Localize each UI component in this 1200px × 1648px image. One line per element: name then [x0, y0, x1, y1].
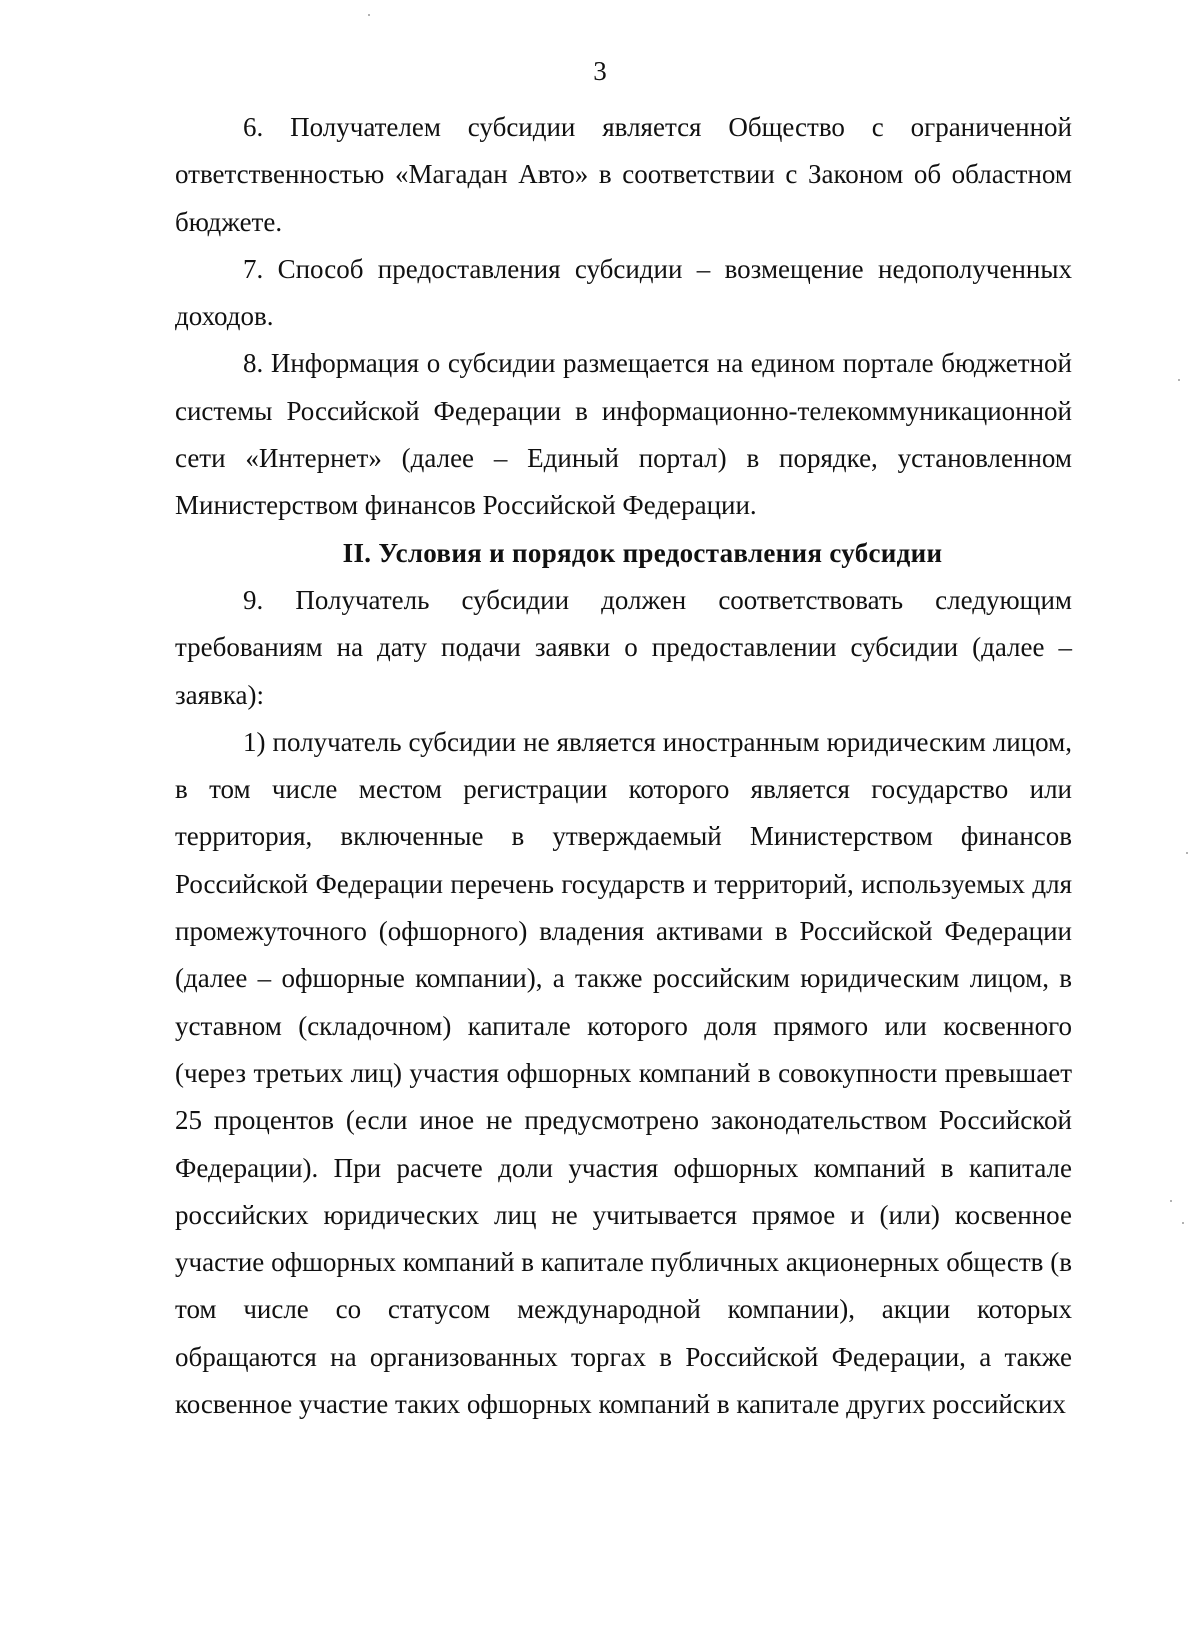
scan-speck	[1170, 1200, 1172, 1202]
scan-speck	[1182, 1222, 1184, 1224]
scan-speck	[1186, 852, 1188, 854]
page-number: 3	[593, 56, 607, 86]
paragraph-item-7: 7. Способ предоставления субсидии – возмещение недополученных доходов.	[175, 253, 1072, 332]
paragraph-item-8: 8. Информация о субсидии размещается на едином портале бюджетной системы Российской Федерации в информационно-телекоммуникационной сети «Интернет» (далее – Единый портал) в порядке, установленном Министерством финансов Российской Федерации.	[175, 348, 1072, 521]
scan-speck	[368, 14, 370, 16]
paragraph-item-6: 6. Получателем субсидии является Общество с ограниченной ответственностью «Магадан Авто» в соответствии с Законом об областном бюджете.	[175, 112, 1072, 237]
document-body	[175, 104, 1072, 1428]
section-heading: II. Условия и порядок предоставления субсидии	[342, 537, 943, 568]
scan-speck	[1178, 379, 1180, 381]
paragraph-subitem-1: 1) получатель субсидии не является иностранным юридическим лицом, в том числе местом регистрации которого является государство или территория, включенные в утверждаемый Министерством финансов Российской Федерации перечень государств и территорий, используемых для промежуточного (офшорного) владения активами в Российской Федерации (далее – офшорные компании), а также российским юридическим лицом, в уставном (складочном) капитале которого доля прямого или косвенного (через третьих лиц) участия офшорных компаний в совокупности превышает 25 процентов (если иное не предусмотрено законодательством Российской Федерации). При расчете доли участия офшорных компаний в капитале российских юридических лиц не учитывается прямое и (или) косвенное участие офшорных компаний в капитале публичных акционерных обществ (в том числе со статусом международной компании), акции которых обращаются на организованных торгах в Российской Федерации, а также косвенное участие таких офшорных компаний в капитале других российских	[175, 726, 1072, 1420]
paragraph-item-9: 9. Получатель субсидии должен соответствовать следующим требованиям на дату подачи заявки о предоставлении субсидии (далее – заявка):	[175, 584, 1072, 710]
